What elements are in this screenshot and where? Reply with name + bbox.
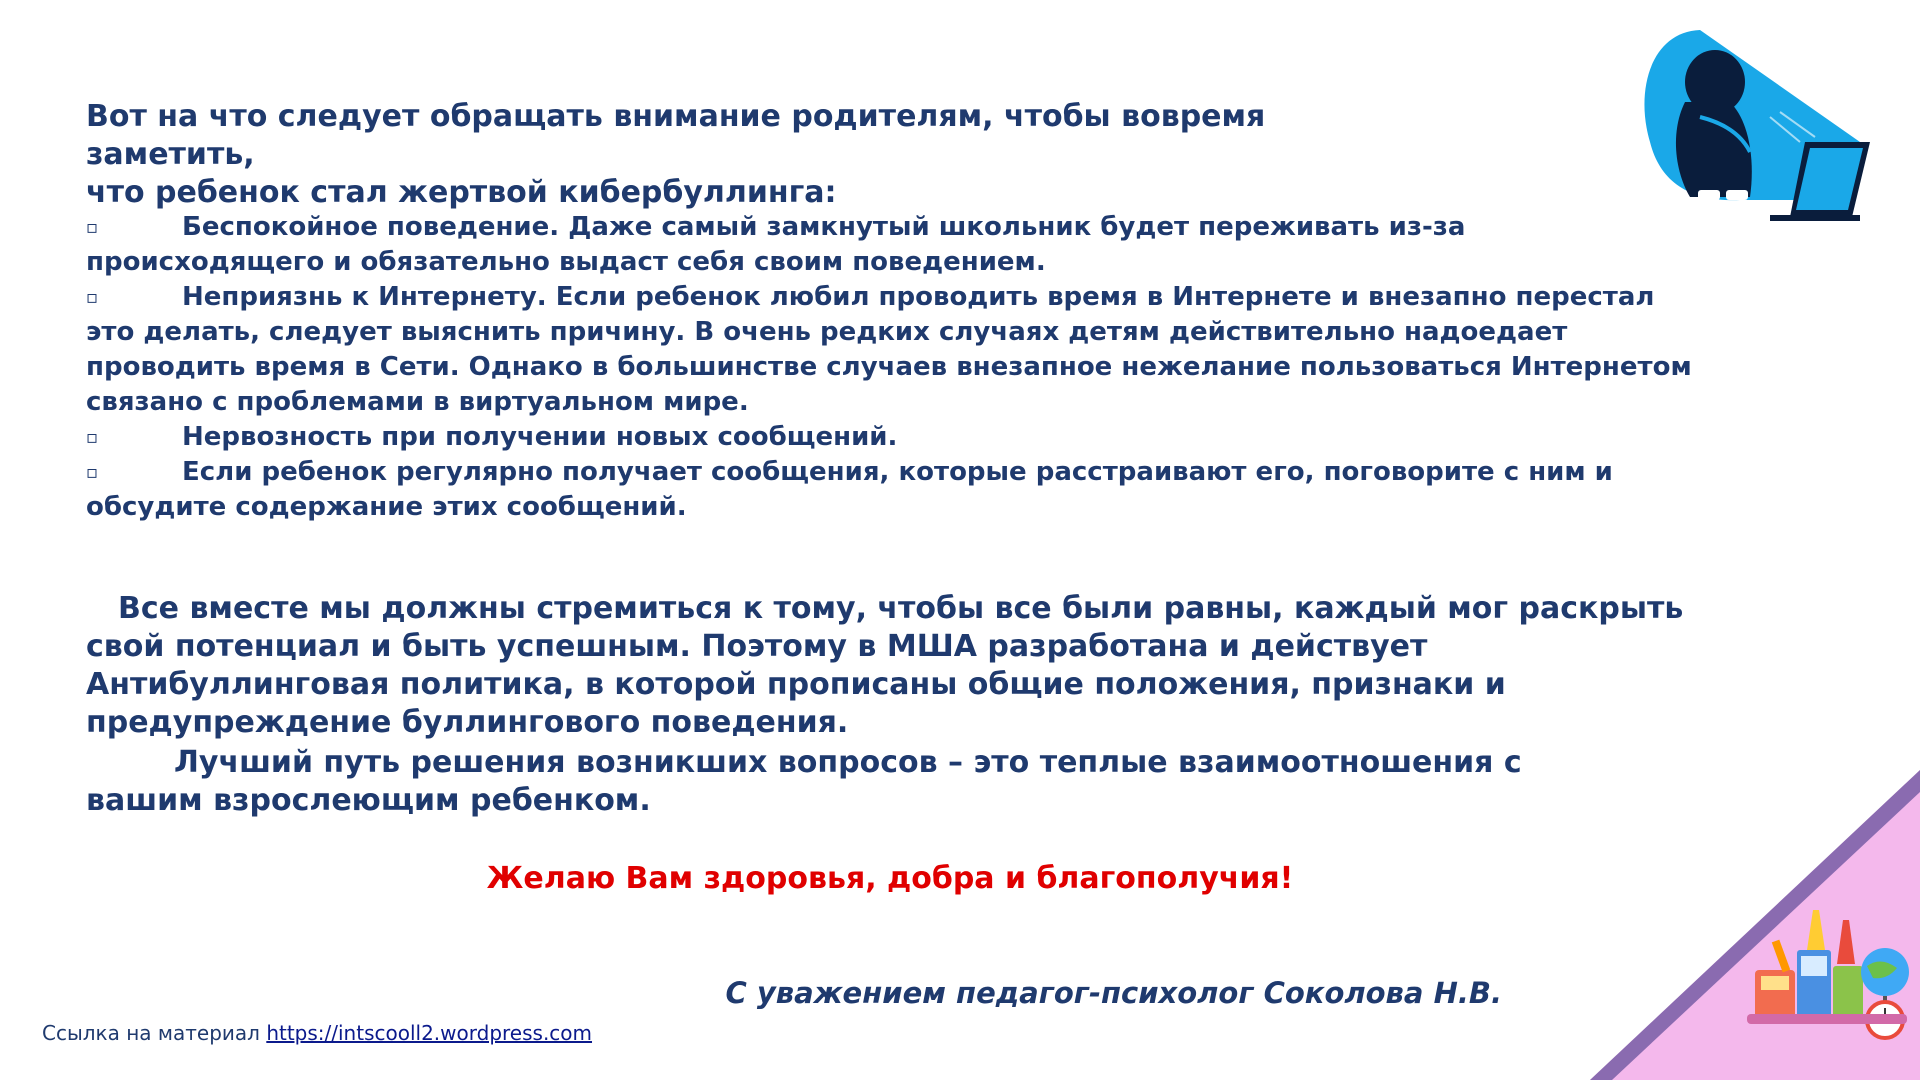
best-way-paragraph: Лучший путь решения возникших вопросов – это теплые взаимоотношения с вашим взрослеющим ребенком. (86, 745, 1522, 818)
heading-line-2: что ребенок стал жертвой кибербуллинга: (86, 175, 837, 210)
list-item (86, 280, 1706, 420)
warning-signs-list (86, 210, 1706, 525)
school-supplies-icon (1590, 770, 1920, 1080)
list-item (86, 455, 1706, 525)
list-item-text: Если ребенок регулярно получает сообщения, которые расстраивают его, поговорите с ним и обсудите содержание этих сообщений. (86, 457, 1613, 522)
list-item (86, 420, 1706, 455)
list-item-text: Беспокойное поведение. Даже самый замкнутый школьник будет переживать из-за происходящего и обязательно выдаст себя своим поведением. (86, 212, 1466, 277)
heading-line-1: Вот на что следует обращать внимание родителям, чтобы вовремя заметить, (86, 99, 1266, 172)
square-bullet-icon: ▫ (86, 287, 99, 308)
anti-bullying-paragraph: Все вместе мы должны стремиться к тому, чтобы все были равны, каждый мог раскрыть свой потенциал и быть успешным. Поэтому в МША разработана и действует Антибуллинговая политика, в которой прописаны общие положения, признаки и предупреждение буллингового поведения. (86, 591, 1684, 740)
square-bullet-icon: ▫ (86, 462, 99, 483)
signature: С уважением педагог-психолог Соколова Н.В. (725, 976, 1502, 1010)
footer-label: Ссылка на материал (42, 1021, 267, 1045)
list-item (86, 210, 1706, 280)
square-bullet-icon: ▫ (86, 427, 99, 448)
square-bullet-icon: ▫ (86, 217, 99, 238)
list-item-text: Неприязнь к Интернету. Если ребенок любил проводить время в Интернете и внезапно перестал это делать, следует выяснить причину. В очень редких случаях детям действительно надоедает проводить время в Сети. Однако в большинстве случаев внезапное нежелание пользоваться Интернетом связано с проблемами в виртуальном мире. (86, 282, 1692, 417)
wish-text: Желаю Вам здоровья, добра и благополучия! (486, 861, 1294, 896)
heading (86, 98, 1386, 212)
source-link[interactable]: https://intscooll2.wordpress.com (266, 1021, 593, 1045)
footer-source (42, 1020, 592, 1046)
sad-child-with-laptop-icon (1630, 22, 1885, 222)
list-item-text: Нервозность при получении новых сообщений. (182, 422, 898, 452)
